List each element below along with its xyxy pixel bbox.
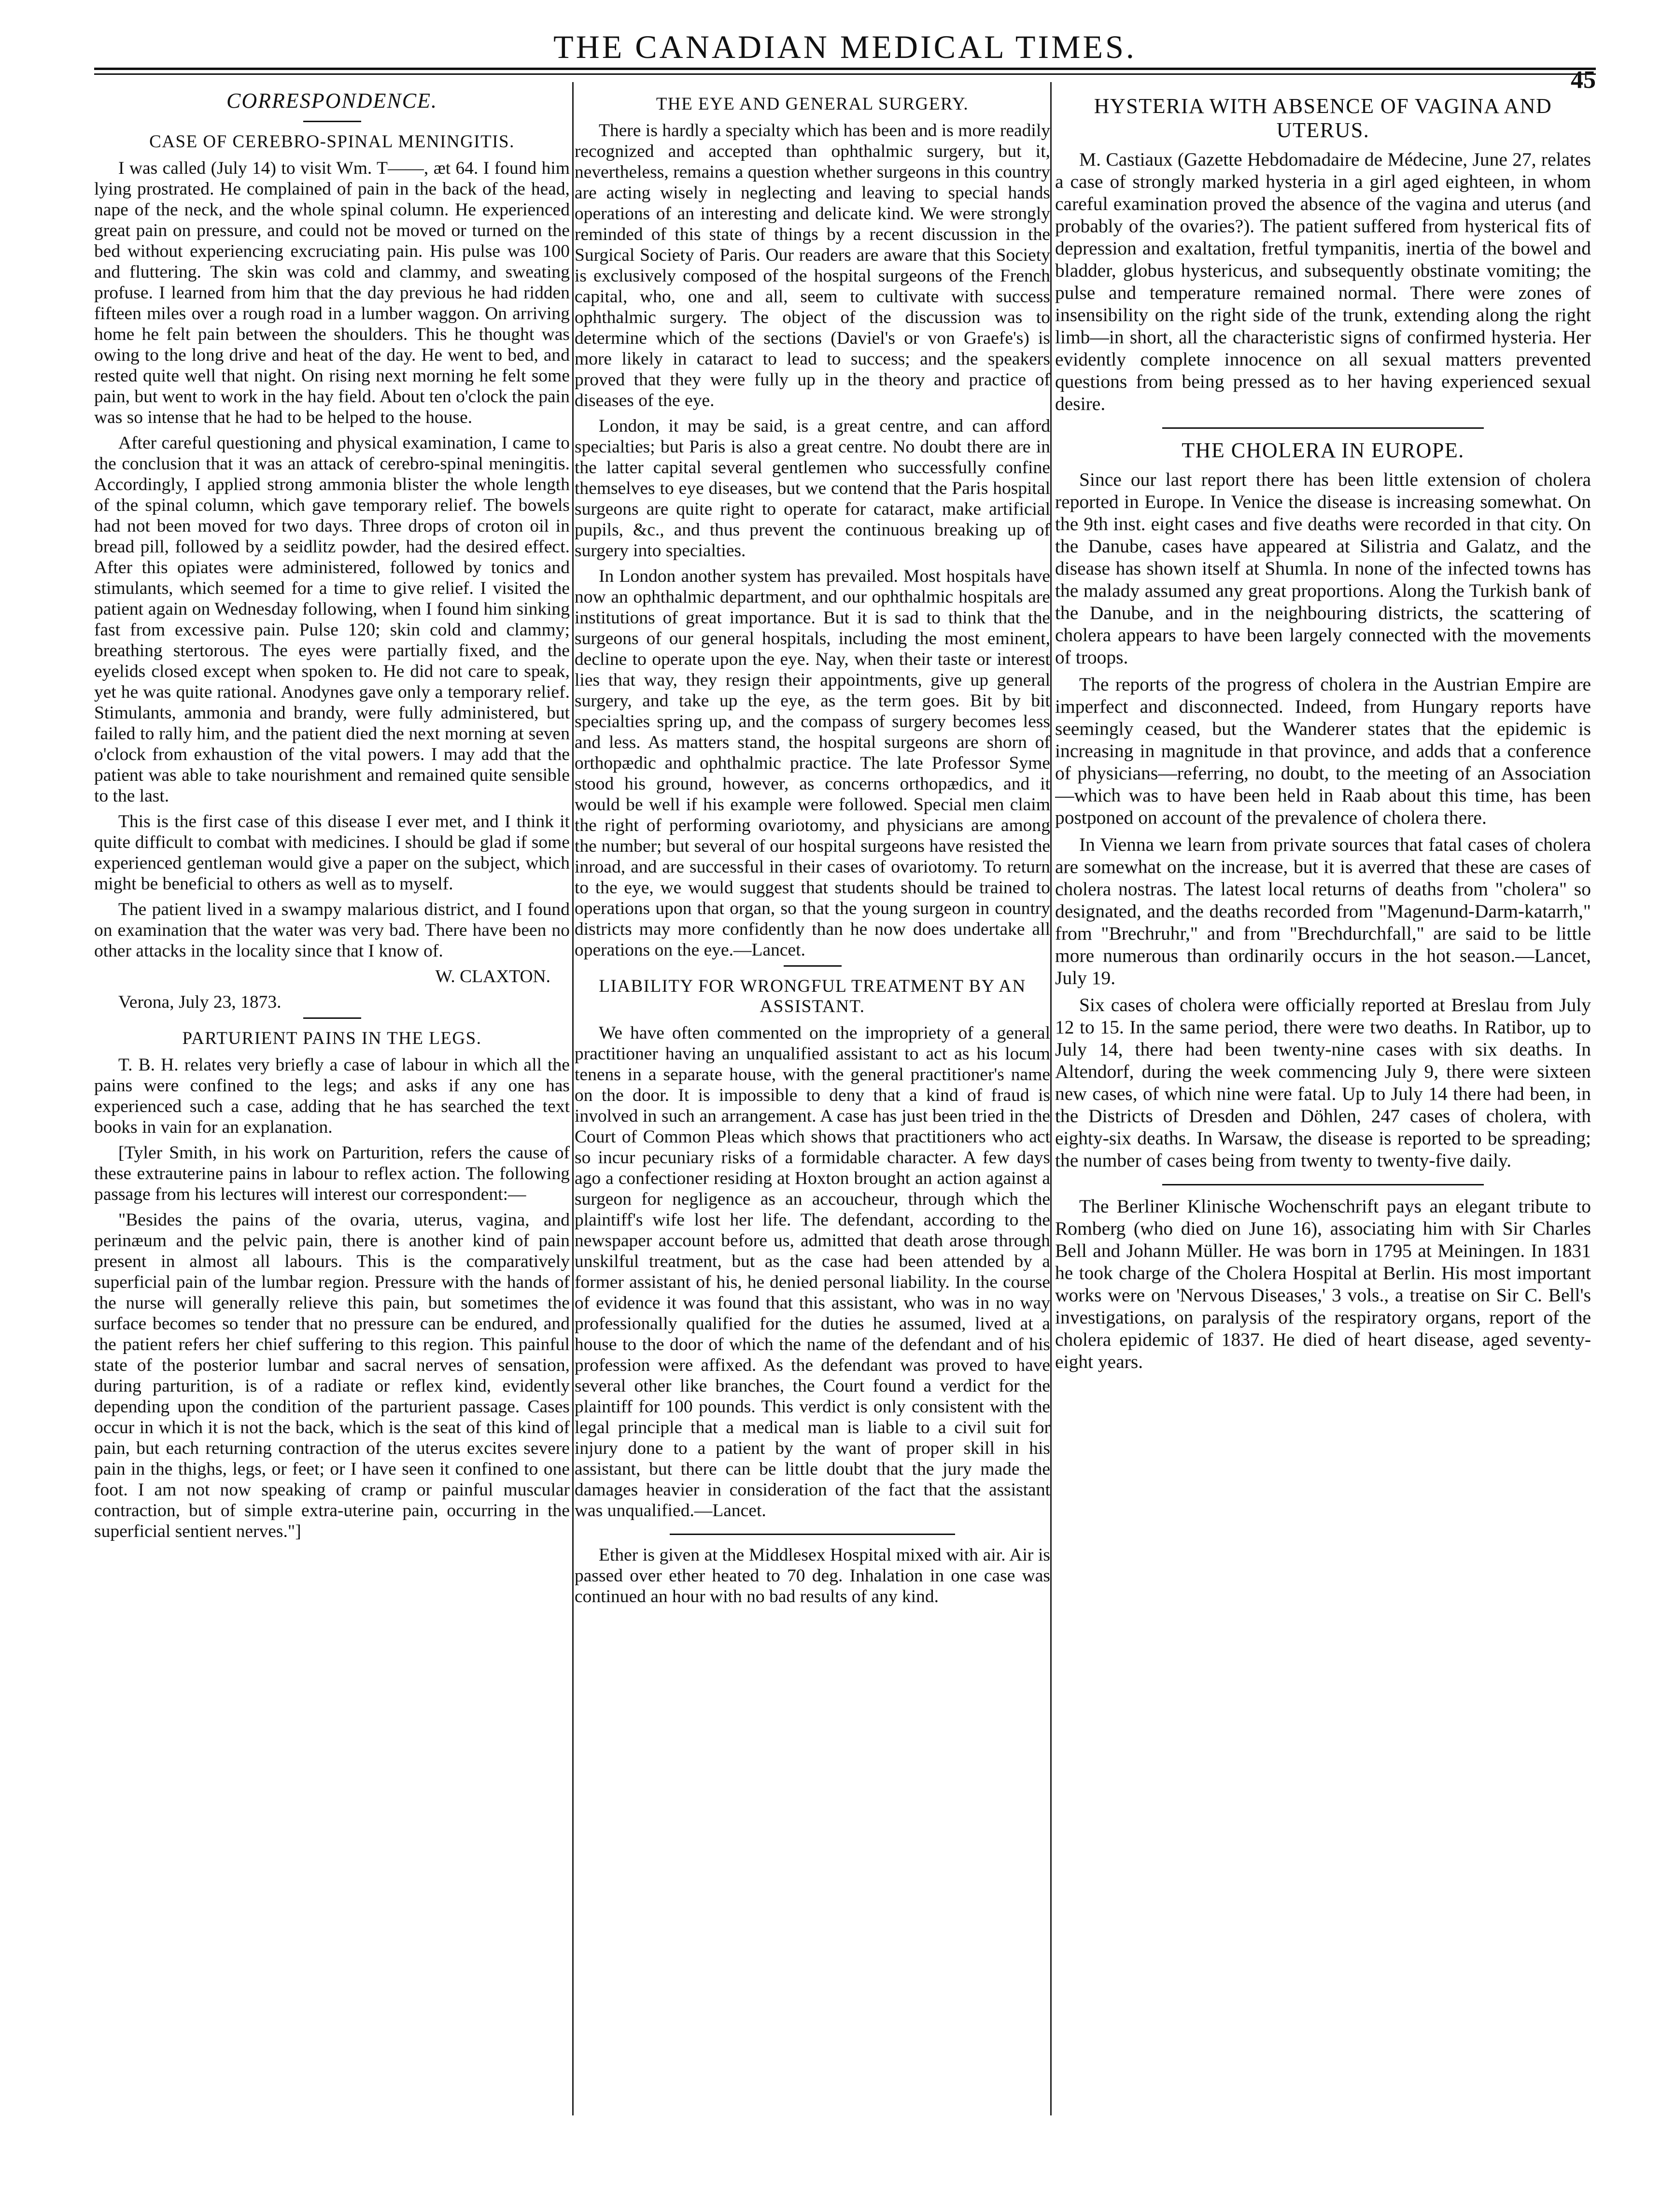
journal-title: THE CANADIAN MEDICAL TIMES.	[553, 28, 1137, 65]
article-heading: PARTURIENT PAINS IN THE LEGS.	[182, 1029, 482, 1048]
column-divider	[1050, 82, 1052, 2115]
divider	[303, 121, 361, 122]
column-3	[1055, 85, 1591, 2091]
paragraph: In London another system has prevailed. Most hospitals have now an ophthalmic department, and our ophthalmic hospitals are institutions of great importance. But it is sad to think that the surgeons of our general hospitals, including the most eminent, decline to operate upon the eye. Nay, when their taste or interest lies that way, they resign their appointments, give up general surgery, and take up the eye, as the term goes. Bit by bit specialties spring up, and the compass of surgery becomes less and less. As matters stand, the hospital surgeons are shorn of orthopædic and ophthalmic practice. The late Professor Syme stood his ground, however, as concerns orthopædics, and it would be well if his example were followed. Special men claim the right of performing ovariotomy, and physicians are among the number; but several of our hospital surgeons have resisted the inroad, and are successful in their cases of ovariotomy. To return to the eye, we would suggest that students should be trained to operations upon that organ, so that the young surgeon in country districts may more confidently than he now does undertake all operations on the eye.—Lancet.	[575, 566, 1050, 960]
column-divider	[572, 82, 574, 2115]
masthead-rule-thin	[94, 73, 1596, 75]
paragraph: There is hardly a specialty which has been and is more readily recognized and accepted than ophthalmic surgery, but it, nevertheless, remains a question whether surgeons in this country are acting wisely in neglecting and leaving to special hands operations of an interesting and delicate kind. We were strongly reminded of this state of things by a recent discussion in the Surgical Society of Paris. Our readers are aware that this Society is exclusively composed of the hospital surgeons of the French capital, who, one and all, seem to cultivate with success ophthalmic surgery. The object of the discussion was to determine which of the sections (Daviel's or von Graefe's) is more likely in cataract to lead to success; and the speakers proved that they were fully up in the theory and practice of diseases of the eye.	[575, 121, 1050, 410]
paragraph: We have often commented on the impropriety of a general practitioner having an unqualified assistant to act as his locum tenens in a separate house, with the general practitioner's name on the door. It is impossible to deny that a kind of fraud is involved in such an arrangement. A case has just been tried in the Court of Common Pleas which shows that practitioners who act so incur pecuniary risks of a formidable character. A few days ago a confectioner residing at Hoxton brought an action against a surgeon for negligence as an accoucheur, through which the plaintiff's wife lost her life. The defendant, according to the newspaper account before us, admitted that death arose through unskilful treatment, but as the case had been attended by a former assistant of his, he denied personal liability. In the course of evidence it was found that this assistant, who was in no way professionally qualified for the duties he assumed, lived at a house to the door of which the name of the defendant and of his profession were affixed. As the defendant was proved to have several other like branches, the Court found a verdict for the plaintiff for 100 pounds. This verdict is only consistent with the legal principle that a medical man is liable to a civil suit for injury done to a patient by the want of proper skill in his assistant, but there can be little doubt that the jury made the damages heavier in consideration of the fact that the assistant was unqualified.—Lancet.	[575, 1023, 1050, 1521]
section-title: CORRESPONDENCE.	[226, 89, 437, 113]
paragraph: Since our last report there has been little extension of cholera reported in Europe. In Venice the disease is increasing somewhat. On the 9th inst. eight cases and five deaths were recorded in that city. On the Danube, cases have appeared at Silistria and Galatz, and the disease has shown itself at Shumla. In none of the infected towns has the malady assumed any great proportions. Along the Turkish bank of the Danube, and in the neighbouring districts, the scattering of cholera appears to have been largely connected with the movements of troops.	[1055, 469, 1591, 668]
paragraph: [Tyler Smith, in his work on Parturition, refers the cause of these extrauterine pains in labour to reflex action. The following passage from his lectures will interest our correspondent:—	[94, 1143, 570, 1204]
article-heading: THE CHOLERA IN EUROPE.	[1182, 438, 1464, 462]
paragraph: Ether is given at the Middlesex Hospital mixed with air. Air is passed over ether heated to 70 deg. Inhalation in one case was continued an hour with no bad results of any kind.	[575, 1545, 1050, 1606]
paragraph: "Besides the pains of the ovaria, uterus, vagina, and perinæum and the pelvic pain, there is another kind of pain present in almost all labours. This is the comparatively superficial pain of the lumbar region. Pressure with the hands of the nurse will generally relieve this pain, but sometimes the surface becomes so tender that no pressure can be endured, and the patient refers her chief suffering to this region. This painful state of the posterior lumbar and sacral nerves of sensation, during parturition, is of a radiate or reflex kind, evidently depending upon the condition of the parturient passage. Cases occur in which it is not the back, which is the seat of this kind of pain, but each returning contraction of the uterus excites severe pain in the thighs, legs, or feet; or I have seen it confined to one foot. I am not now speaking of cramp or painful muscular contraction, but of simple extra-uterine pain, occurring in the superficial sentient nerves."]	[94, 1210, 570, 1541]
paragraph: The reports of the progress of cholera in the Austrian Empire are imperfect and disconnected. Indeed, from Hungary reports have seemingly ceased, but the Wanderer states that the epidemic is increasing in magnitude in that province, and adds that a conference of physicians—referring, no doubt, to the meeting of an Association—which was to have been held in Raab about this time, has been postponed on account of the prevalence of cholera there.	[1055, 674, 1591, 828]
article-heading: LIABILITY FOR WRONGFUL TREATMENT BY AN ASSISTANT.	[599, 976, 1026, 1016]
page-number: 45	[1571, 66, 1596, 94]
article-heading: CASE OF CEREBRO-SPINAL MENINGITIS.	[149, 132, 515, 152]
paragraph: In Vienna we learn from private sources that fatal cases of cholera are somewhat on the increase, but it is averred that these are cases of cholera nostras. The latest local returns of deaths from "cholera" so designated, and the deaths recorded from "Magenund-Darm-katarrh," from "Brechruhr," and from "Brechdurchfall," are said to be little more numerous than ordinarily occurs in the hot season.—Lancet, July 19.	[1055, 834, 1591, 988]
dateline: Verona, July 23, 1873.	[118, 992, 282, 1012]
paragraph: After careful questioning and physical examination, I came to the conclusion that it was an attack of cerebro-spinal meningitis. Accordingly, I applied strong ammonia blister the whole length of the spinal column, which gave temporary relief. The bowels had not been moved for two days. Three drops of croton oil in bread pill, followed by a seidlitz powder, had the desired effect. After this opiates were administered, followed by tonics and stimulants, which seemed for a time to give relief. I visited the patient again on Wednesday following, when I found him sinking fast from excessive pain. Pulse 120; skin cold and clammy; breathing stertorous. The eyes were partially fixed, and the eyelids closed except when spoken to. He did not care to speak, yet he was quite rational. Anodynes gave only a temporary relief. Stimulants, ammonia and brandy, were fully administered, but failed to rally him, and the patient died the next morning at seven o'clock from exhaustion of the vital powers. I may add that the patient was able to take nourishment and remained quite sensible to the last.	[94, 433, 570, 806]
divider	[784, 965, 842, 967]
paragraph: T. B. H. relates very briefly a case of labour in which all the pains were confined to the legs; and asks if any one has experienced such a case, adding that he has searched the text books in vain for an explanation.	[94, 1055, 570, 1137]
masthead	[94, 19, 1596, 94]
column-2	[575, 85, 1050, 2091]
paragraph: London, it may be said, is a great centre, and can afford specialties; but Paris is also a great centre. No doubt there are in the latter capital several gentlemen who successfully confine themselves to eye diseases, but we contend that the Paris hospital surgeons are quite right to operate for cataract, make artificial pupils, &c., and thus prevent the continuous breaking up of surgery into specialties.	[575, 416, 1050, 561]
paragraph: I was called (July 14) to visit Wm. T——, æt 64. I found him lying prostrated. He complained of pain in the back of the head, nape of the neck, and the whole spinal column. He experienced great pain on pressure, and could not be moved or turned on the bed without experiencing excruciating pain. His pulse was 100 and fluttering. The skin was cold and clammy, and sweating profuse. I learned from him that the day previous he had ridden fifteen miles over a rough road in a lumber waggon. On arriving home he felt pain between the shoulders. This he thought was owing to the long drive and heat of the day. He went to bed, and rested quite well that night. On rising next morning he felt some pain, but went to work in the hay field. About ten o'clock the pain was so intense that he had to be helped to the house.	[94, 158, 570, 427]
paragraph: The Berliner Klinische Wochenschrift pays an elegant tribute to Romberg (who died on June 16), associating him with Sir Charles Bell and Johann Müller. He was born in 1795 at Meiningen. In 1831 he took charge of the Cholera Hospital at Berlin. His most important works were on 'Nervous Diseases,' 3 vols., a treatise on Sir C. Bell's investigations, on paralysis of the respiratory organs, report of the cholera epidemic of 1837. He died of heart disease, aged seventy-eight years.	[1055, 1196, 1591, 1372]
divider	[670, 1534, 955, 1535]
masthead-rule	[94, 68, 1596, 70]
divider	[303, 1017, 361, 1019]
column-1	[94, 85, 570, 2091]
paragraph: Six cases of cholera were officially reported at Breslau from July 12 to 15. In the same period, there were two deaths. In Ratibor, up to July 14, there had been twenty-nine cases with six deaths. In Altendorf, during the week commencing July 9, there were sixteen new cases, of which nine were fatal. Up to July 14 there had been, in the Districts of Dresden and Döhlen, 247 cases of cholera, with eighty-six deaths. In Warsaw, the disease is reported to be spreading; the number of cases being from twenty to twenty-five daily.	[1055, 994, 1591, 1171]
article-heading: THE EYE AND GENERAL SURGERY.	[656, 94, 969, 114]
paragraph: This is the first case of this disease I ever met, and I think it quite difficult to combat with medicines. I should be glad if some experienced gentleman would give a paper on the subject, which might be beneficial to others as well as to myself.	[94, 812, 570, 894]
article-heading: HYSTERIA WITH ABSENCE OF VAGINA AND UTERUS.	[1094, 94, 1552, 142]
paragraph: M. Castiaux (Gazette Hebdomadaire de Médecine, June 27, relates a case of strongly marked hysteria in a girl aged eighteen, in whom careful examination proved the absence of the vagina and uterus (and probably of the ovaries?). The patient suffered from hysterical fits of depression and exaltation, fretful tympanitis, inertia of the bowel and bladder, globus hystericus, and subsequently obstinate vomiting; the pulse and temperature remained normal. There were zones of insensibility on the right side of the trunk, extending along the right limb—in short, all the characteristic signs of confirmed hysteria. Her evidently complete innocence on all sexual matters prevented questions from being pressed as to her having experienced sexual desire.	[1055, 149, 1591, 414]
paragraph: The patient lived in a swampy malarious district, and I found on examination that the water was very bad. There have been no other attacks in the locality since that I know of.	[94, 900, 570, 961]
signature: W. CLAXTON.	[435, 967, 550, 986]
divider	[1162, 1184, 1484, 1185]
divider	[1162, 427, 1484, 429]
